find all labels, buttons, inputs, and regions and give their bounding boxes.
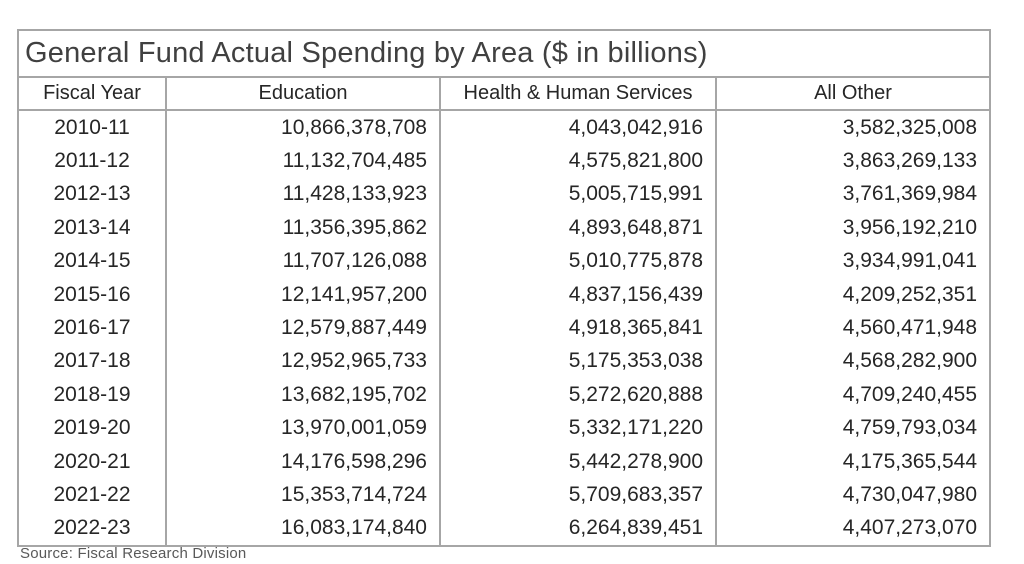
table-row	[18, 211, 990, 244]
cell-education: 11,132,704,485	[166, 144, 440, 177]
cell-fiscal-year: 2017-18	[18, 345, 166, 378]
table-row	[18, 311, 990, 344]
cell-education: 13,682,195,702	[166, 378, 440, 411]
cell-education: 12,579,887,449	[166, 311, 440, 344]
cell-all-other: 4,759,793,034	[716, 412, 990, 445]
cell-all-other: 3,934,991,041	[716, 245, 990, 278]
cell-fiscal-year: 2011-12	[18, 144, 166, 177]
cell-health-human-services: 6,264,839,451	[440, 512, 716, 546]
table-row	[18, 178, 990, 211]
cell-fiscal-year: 2013-14	[18, 211, 166, 244]
cell-education: 11,356,395,862	[166, 211, 440, 244]
cell-all-other: 4,730,047,980	[716, 478, 990, 511]
cell-all-other: 4,407,273,070	[716, 512, 990, 546]
table-body	[18, 110, 990, 546]
cell-all-other: 4,568,282,900	[716, 345, 990, 378]
cell-all-other: 3,863,269,133	[716, 144, 990, 177]
source-note: Source: Fiscal Research Division	[20, 545, 247, 562]
cell-fiscal-year: 2020-21	[18, 445, 166, 478]
table-row	[18, 378, 990, 411]
cell-all-other: 3,956,192,210	[716, 211, 990, 244]
cell-health-human-services: 5,005,715,991	[440, 178, 716, 211]
table-row	[18, 445, 990, 478]
cell-all-other: 3,761,369,984	[716, 178, 990, 211]
table-row	[18, 245, 990, 278]
cell-fiscal-year: 2010-11	[18, 110, 166, 144]
table-row	[18, 412, 990, 445]
cell-education: 15,353,714,724	[166, 478, 440, 511]
column-header-health-human-services: Health & Human Services	[440, 77, 716, 110]
cell-all-other: 4,709,240,455	[716, 378, 990, 411]
cell-education: 14,176,598,296	[166, 445, 440, 478]
cell-health-human-services: 4,837,156,439	[440, 278, 716, 311]
column-header-all-other: All Other	[716, 77, 990, 110]
table-row	[18, 110, 990, 144]
cell-all-other: 4,209,252,351	[716, 278, 990, 311]
cell-health-human-services: 5,709,683,357	[440, 478, 716, 511]
cell-health-human-services: 4,043,042,916	[440, 110, 716, 144]
cell-education: 16,083,174,840	[166, 512, 440, 546]
table-row	[18, 512, 990, 546]
column-header-fiscal-year: Fiscal Year	[18, 77, 166, 110]
cell-education: 11,428,133,923	[166, 178, 440, 211]
cell-education: 12,952,965,733	[166, 345, 440, 378]
header-row	[18, 77, 990, 110]
table-row	[18, 278, 990, 311]
cell-fiscal-year: 2018-19	[18, 378, 166, 411]
cell-education: 12,141,957,200	[166, 278, 440, 311]
cell-fiscal-year: 2019-20	[18, 412, 166, 445]
cell-health-human-services: 5,442,278,900	[440, 445, 716, 478]
cell-fiscal-year: 2016-17	[18, 311, 166, 344]
cell-all-other: 4,175,365,544	[716, 445, 990, 478]
cell-health-human-services: 5,332,171,220	[440, 412, 716, 445]
table-title: General Fund Actual Spending by Area ($ in billions)	[18, 30, 990, 77]
cell-fiscal-year: 2022-23	[18, 512, 166, 546]
cell-health-human-services: 4,893,648,871	[440, 211, 716, 244]
cell-education: 13,970,001,059	[166, 412, 440, 445]
cell-all-other: 4,560,471,948	[716, 311, 990, 344]
cell-fiscal-year: 2021-22	[18, 478, 166, 511]
cell-education: 10,866,378,708	[166, 110, 440, 144]
column-header-education: Education	[166, 77, 440, 110]
table-row	[18, 478, 990, 511]
table-row	[18, 345, 990, 378]
spending-table	[17, 29, 991, 547]
cell-education: 11,707,126,088	[166, 245, 440, 278]
cell-fiscal-year: 2015-16	[18, 278, 166, 311]
title-row	[18, 30, 990, 77]
cell-fiscal-year: 2012-13	[18, 178, 166, 211]
cell-all-other: 3,582,325,008	[716, 110, 990, 144]
cell-health-human-services: 4,918,365,841	[440, 311, 716, 344]
cell-health-human-services: 4,575,821,800	[440, 144, 716, 177]
cell-health-human-services: 5,010,775,878	[440, 245, 716, 278]
cell-health-human-services: 5,272,620,888	[440, 378, 716, 411]
cell-fiscal-year: 2014-15	[18, 245, 166, 278]
cell-health-human-services: 5,175,353,038	[440, 345, 716, 378]
table-row	[18, 144, 990, 177]
